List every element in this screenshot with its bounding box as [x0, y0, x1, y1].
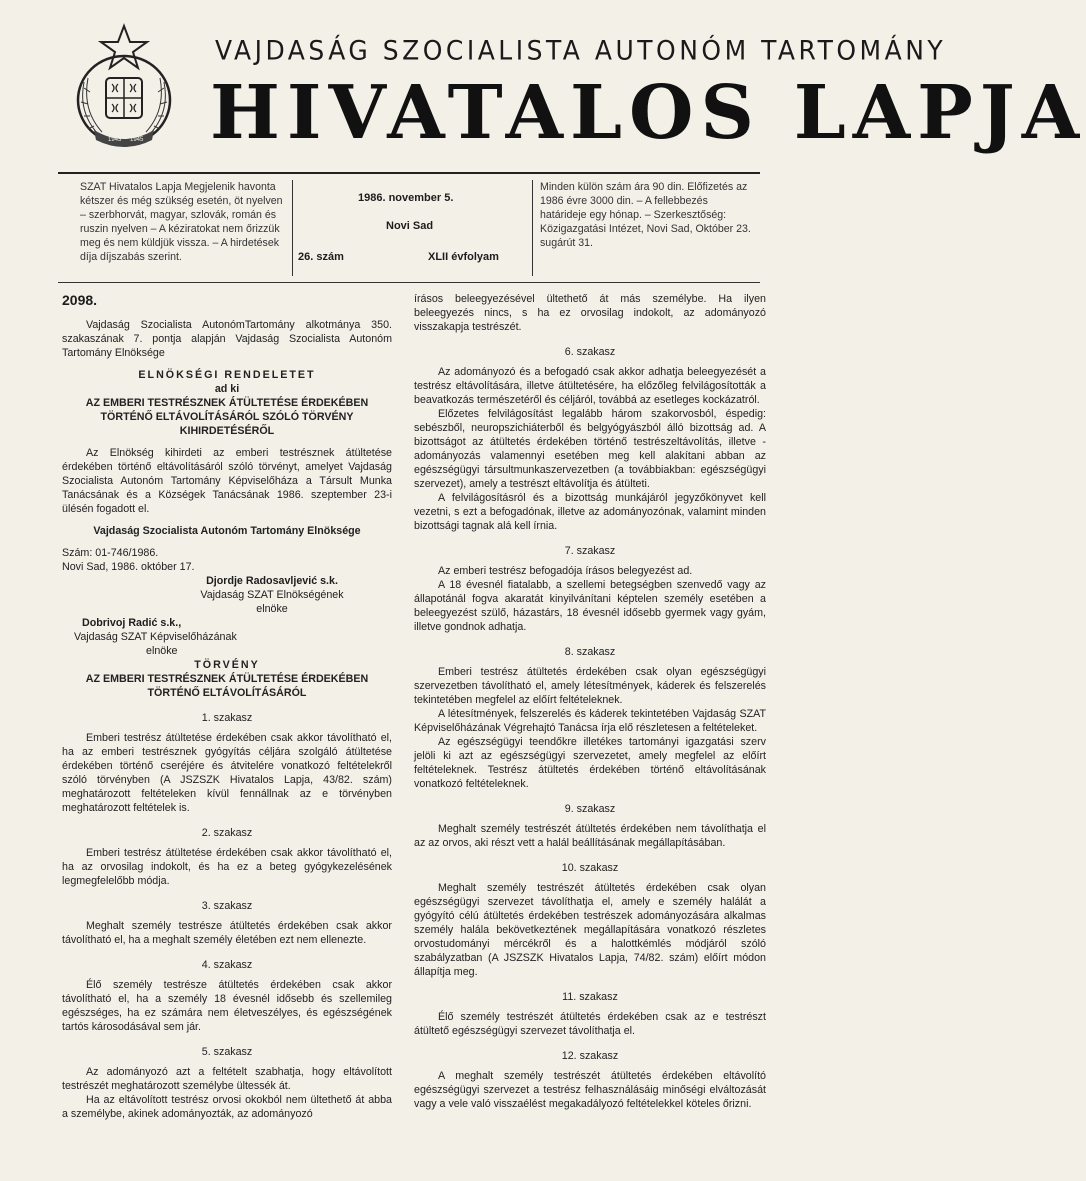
section-text: Élő személy testrésze átültetés érdekében csak akkor távolítható el, ha a személy 18 évesnél idősebb és szellemileg egészséges, ha ez számára nem életveszélyes, és egészségének tartós károsodásával sem jár. [62, 979, 392, 1033]
section-text: Meghalt személy testrészét átültetés érdekében nem távolíthatja el az az orvos, aki részt vett a halál beállításának megállapításában. [414, 823, 766, 849]
section-text: Meghalt személy testrészét átültetés érdekében csak olyan egészségügyi szervezet távolíthatja el, amely e személy halálát a gyógyító célú átültetés érdekében testrészek adományozására alkalmas személy halála bekövetkeztének megállapítására vonatkozó részletes orvostudományi mércékről és a halottkémlés módjáról szóló szabályzatban (A JSZSZK Hivatalos Lapja, 74/82. szám) előírt módon állapítja meg. [414, 882, 766, 978]
section-text: Ha az eltávolított testrész orvosi okokból nem ültethető át abba a személybe, akinek adományozták, az adományozó [62, 1094, 392, 1120]
column-divider [292, 180, 293, 276]
issue-number: 26. szám [298, 251, 344, 263]
signature-1-name: Djordje Radosavljević s.k. [206, 575, 338, 587]
signature-1-org: Vajdaság SZAT Elnökségének [200, 589, 344, 601]
section-text: Előzetes felvilágosítást legalább három szakorvosból, éspedig: sebészből, neuropszichiáterből és belgyógyászból álló bizottság ad. A bizottságot az átültetés érdekében történő testrészeltávolítás, illetve - adományozás valamennyi esetében meg kell alakítani abban az egészségügyi társultmunkaszervezetben (a továbbiakban: egészségügyi szervezet), amely a testrészt eltávolítja és átülteti. [414, 408, 766, 490]
section-text: Élő személy testrészét átültetés érdekében csak az e testrészt átültető egészségügyi szervezet távolíthatja el. [414, 1011, 766, 1037]
section-text: A meghalt személy testrészét átültetés érdekében eltávolító egészségügyi szervezet a testrész felhasználásáig minőségi elváltozását vagy a vele való visszaélést megakadályozó feltételekkel köteles őrizni. [414, 1070, 766, 1110]
section-heading: 9. szakasz [564, 803, 616, 815]
masthead-title: HIVATALOS LAPJA [210, 70, 1086, 156]
subscription-info: Minden külön szám ára 90 din. Előfizetés az 1986 évre 3000 din. – A fellebbezés határideje egy hónap. – Szerkesztőség: Közigazgatási Intézet, Novi Sad, Október 23. sugárút 31. [540, 181, 751, 249]
svg-text:1943: 1943 [108, 137, 122, 143]
section-heading: 7. szakasz [564, 545, 616, 557]
section-text: Emberi testrész átültetés érdekében csak olyan egészségügyi szervezetben távolítható el, amely létesítmények, káderek és felszerelés tekintetében megfelel az előírt feltételeknek. [414, 666, 766, 706]
section-heading: 4. szakasz [201, 959, 253, 971]
signature-1-role: elnöke [256, 603, 288, 615]
left-column [62, 292, 392, 1121]
section-heading: 6. szakasz [564, 346, 616, 358]
section-text: A felvilágosításról és a bizottság munkájáról jegyzőkönyvet kell vezetni, s ezt a befogadónak, illetve az adományozónak, valamint minden bizottsági tagnak alá kell írnia. [414, 492, 766, 532]
right-column [414, 292, 766, 1111]
reference-number: Szám: 01-746/1986. [62, 547, 159, 559]
decree-title: ELNÖKSÉGI RENDELETET [138, 369, 316, 381]
coat-of-arms-emblem [68, 22, 180, 152]
issue-volume: XLII évfolyam [428, 251, 499, 263]
decree-subtitle: ad ki [214, 383, 240, 395]
law-title: TÖRVÉNY [194, 659, 260, 671]
section-text: Meghalt személy testrésze átültetés érdekében csak akkor távolítható el, ha a meghalt személy életében ezt nem ellenezte. [62, 920, 392, 946]
document-number: 2098. [62, 292, 98, 308]
section-heading: 11. szakasz [562, 991, 618, 1003]
decree-body: Az Elnökség kihirdeti az emberi testrésznek átültetése érdekében történő eltávolításáról szóló törvényt, amelyet Vajdaság Szocialista Autonóm Tartomány Képviselőháza a Társult Munka Tanácsának és a Községek Tanácsának 1986. szeptember 23-i ülésén fogadott el. [62, 447, 392, 515]
masthead-subtitle: VAJDASÁG SZOCIALISTA AUTONÓM TARTOMÁNY [215, 35, 947, 66]
section-text: Az egészségügyi teendőkre illetékes tartományi igazgatási szerv jelöli ki azt az egészségügyi szervezetet, amely megfelel az előírt feltételeknek. Testrész átültetés érdekében történő eltávolításának vonatkozó feltételeknek. [414, 736, 766, 790]
intro-paragraph: Vajdaság Szocialista AutonómTartomány alkotmánya 350. szakaszának 7. pontja alapján Vajdaság Szocialista Autonóm Tartomány Elnöksége [62, 319, 392, 359]
section-text: Az emberi testrész befogadója írásos belegyezést ad. [438, 565, 693, 577]
section-heading: 3. szakasz [201, 900, 253, 912]
section-heading: 5. szakasz [201, 1046, 253, 1058]
section-text: A létesítmények, felszerelés és káderek tekintetében Vajdaság SZAT Képviselőházának Végrehajtó Tanácsa írja elő részletesen a feltételeket. [414, 708, 766, 734]
section-text: írásos beleegyezésével ültethető át más személybe. Ha ilyen beleegyezés nincs, s ha ez orvosilag indokolt, az adományozó visszakapja testrészét. [414, 293, 766, 333]
section-heading: 2. szakasz [201, 827, 253, 839]
issue-place: Novi Sad [386, 220, 434, 232]
reference-date: Novi Sad, 1986. október 17. [62, 561, 195, 573]
signature-2-role: elnöke [146, 645, 178, 657]
section-text: Emberi testrész átültetése érdekében csak akkor távolítható el, ha az emberi testrésznek gyógyítás céljára szolgáló átültetése érdekében történő cseréjére és átvitelére vonatkozó feltételekről szóló törvényben (A JSZSZK Hivatalos Lapja, 43/82. szám) meghatározott feltételeken kívül fennállnak az e törvényben meghatározott feltételek is. [62, 732, 392, 814]
issue-date: 1986. november 5. [358, 192, 454, 204]
section-heading: 10. szakasz [561, 862, 619, 874]
section-text: Az adományozó azt a feltételt szabhatja, hogy eltávolított testrészét meghatározott személybe ültessék át. [62, 1066, 392, 1092]
section-text: A 18 évesnél fiatalabb, a szellemi betegségben szenvedő vagy az állapotánál fogva akaratát kinyilvánítani képtelen személy esetében a beleegyezést szülő, házastárs, 18 évesnél idősebb gyermek vagy gyám, illetve gondnok adhatja. [414, 579, 766, 633]
signature-2-name: Dobrivoj Radić s.k., [82, 617, 182, 629]
signature-2-org: Vajdaság SZAT Képviselőházának [74, 631, 237, 643]
section-heading: 1. szakasz [201, 712, 253, 724]
svg-text:1945: 1945 [130, 137, 144, 143]
column-divider [532, 180, 533, 276]
decree-topic: AZ EMBERI TESTRÉSZNEK ÁTÜLTETÉSE ÉRDEKÉBEN TÖRTÉNŐ ELTÁVOLÍTÁSÁRÓL SZÓLÓ TÖRVÉNY KIHIRDETÉSÉRŐL [85, 397, 369, 437]
publication-notice: SZAT Hivatalos Lapja Megjelenik havonta kétszer és még szükség esetén, öt nyelven – szerbhorvát, magyar, szlovák, román és ruszin nyelven – A kéziratokat nem őrizzük meg és nem küldjük vissza. – A hirdetések díja díjszabás szerint. [80, 181, 283, 263]
section-text: Az adományozó és a befogadó csak akkor adhatja beleegyezését a testrész eltávolítására, illetve átültetésére, ha előzőleg felvilágosították a beavatkozás természetéről és céljáról, továbbá az esetleges kockázatról. [414, 366, 766, 406]
section-heading: 12. szakasz [561, 1050, 619, 1062]
law-topic: AZ EMBERI TESTRÉSZNEK ÁTÜLTETÉSE ÉRDEKÉBEN TÖRTÉNŐ ELTÁVOLÍTÁSÁRÓL [85, 673, 369, 699]
issue-info-box [58, 172, 760, 283]
section-text: Emberi testrész átültetése érdekében csak akkor távolítható el, ha az orvosilag indokolt, és ha ez a beteg gyógykezelésének legmegfelelőbb módja. [62, 847, 392, 887]
issuing-body: Vajdaság Szocialista Autonóm Tartomány Elnöksége [93, 525, 361, 537]
section-heading: 8. szakasz [564, 646, 616, 658]
